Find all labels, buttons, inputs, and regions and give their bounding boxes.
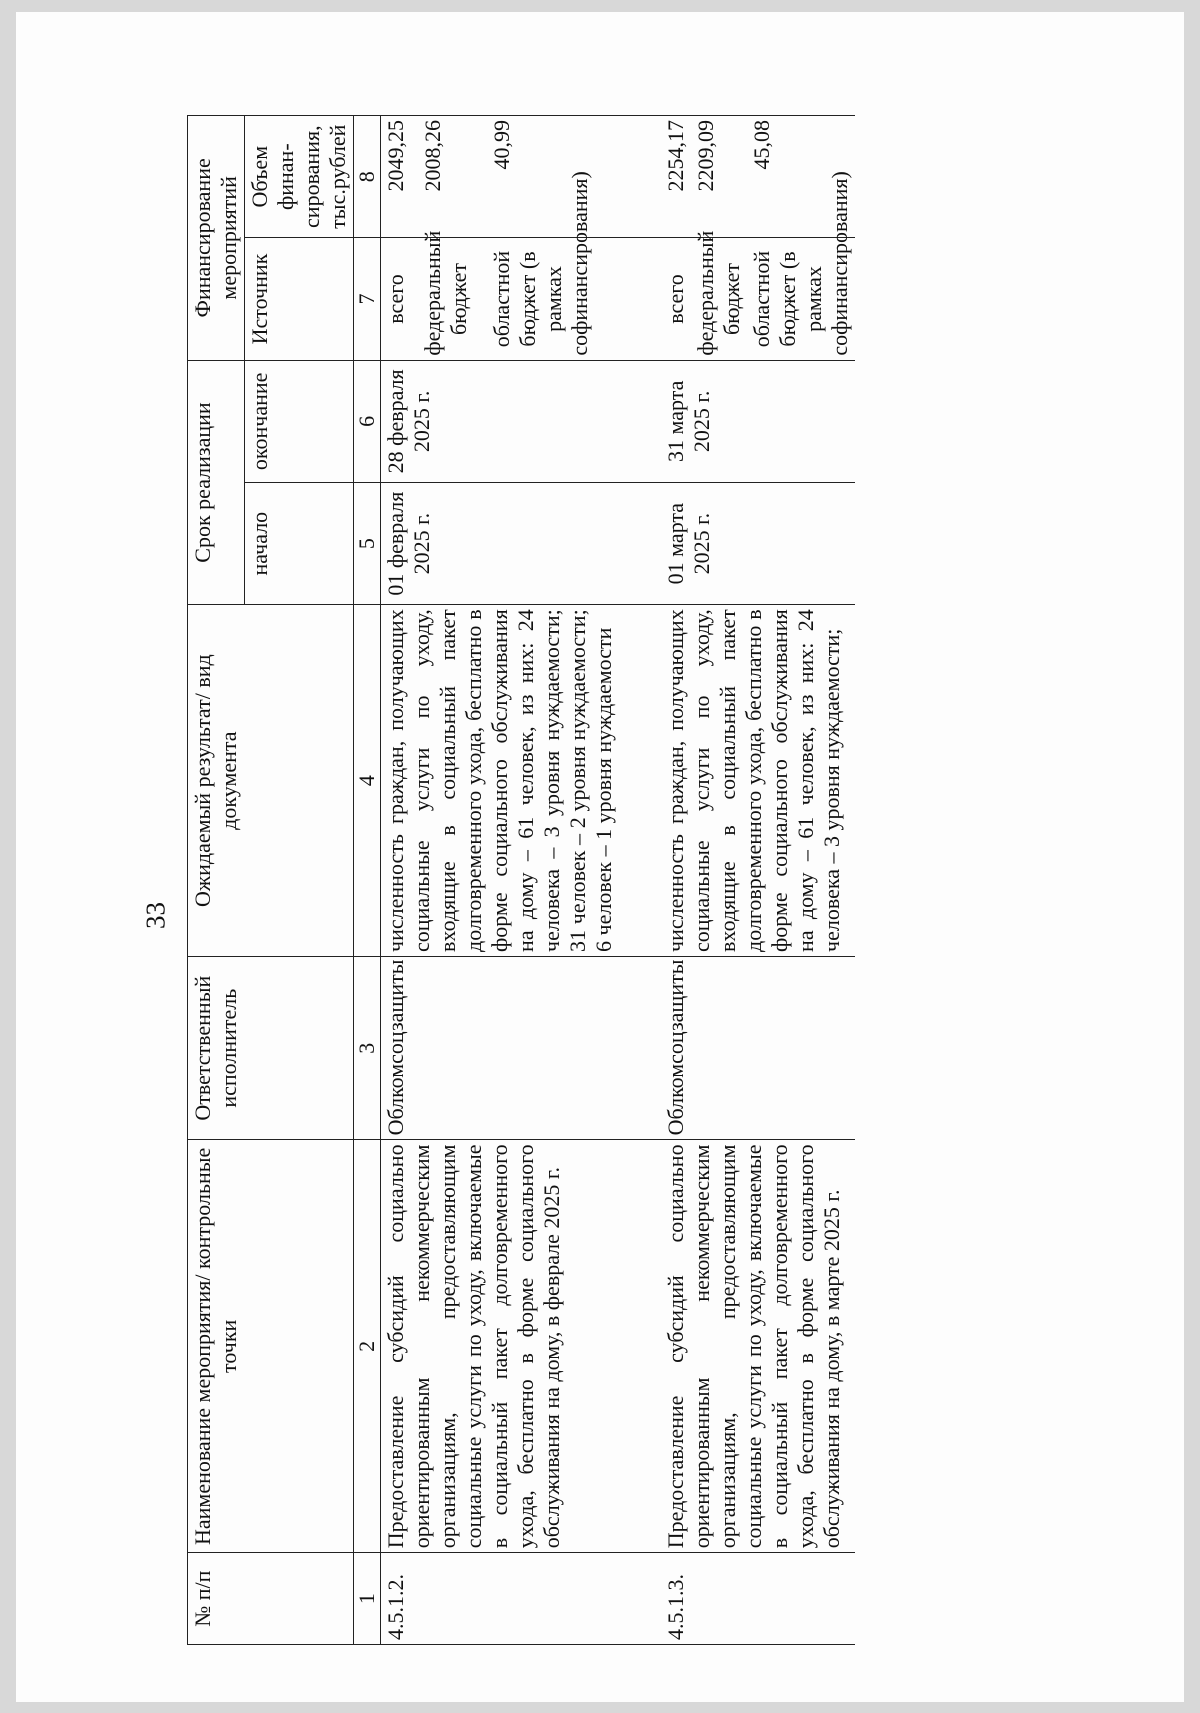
funding-amount: 2049,25 bbox=[381, 116, 418, 238]
header-period: Срок реализации bbox=[188, 360, 245, 605]
rotated-table-container bbox=[187, 115, 1067, 1645]
funding-amount: 45,08 bbox=[747, 116, 855, 238]
end-date: 28 февраля 2025 г. bbox=[381, 360, 620, 482]
schedule-table bbox=[187, 115, 855, 1645]
document-page bbox=[16, 12, 1184, 1702]
funding-amount: 2254,17 bbox=[661, 116, 691, 238]
header-row-1 bbox=[188, 116, 245, 1645]
table-row bbox=[661, 116, 691, 1645]
funding-source: областной бюджет (в рамках софинансирования) bbox=[747, 238, 855, 360]
end-date: 31 марта 2025 г. bbox=[661, 360, 855, 482]
header-num: № п/п bbox=[188, 1553, 354, 1645]
header-start: начало bbox=[245, 482, 354, 604]
start-date: 01 марта 2025 г. bbox=[661, 482, 855, 604]
funding-source: всего bbox=[381, 238, 418, 360]
page-number: 33 bbox=[140, 902, 171, 929]
executor: Облкомсоцзащиты bbox=[661, 956, 855, 1139]
row-number: 4.5.1.3. bbox=[661, 1553, 855, 1645]
header-result: Ожидаемый результат/ вид документа bbox=[188, 605, 354, 957]
header-amount: Объем финан-сирования, тыс.рублей bbox=[245, 116, 354, 238]
column-number: 3 bbox=[354, 956, 381, 1139]
column-number: 7 bbox=[354, 238, 381, 360]
funding-amount: 2008,26 bbox=[418, 116, 487, 238]
header-end: окончание bbox=[245, 360, 354, 482]
funding-source: федеральный бюджет bbox=[418, 238, 487, 360]
header-executor: Ответственный исполнитель bbox=[188, 956, 354, 1139]
row-number: 4.5.1.2. bbox=[381, 1553, 620, 1645]
executor: Облкомсоцзащиты bbox=[381, 956, 620, 1139]
column-number: 2 bbox=[354, 1140, 381, 1553]
row-gap bbox=[619, 116, 661, 1645]
start-date: 01 февраля 2025 г. bbox=[381, 482, 620, 604]
funding-amount: 2209,09 bbox=[691, 116, 747, 238]
column-number: 8 bbox=[354, 116, 381, 238]
header-financing: Финансирование мероприятий bbox=[188, 116, 245, 361]
column-number: 5 bbox=[354, 482, 381, 604]
column-number-row bbox=[354, 116, 381, 1645]
header-source: Источник bbox=[245, 238, 354, 360]
expected-result: численность граждан, получающих социальные услуги по уходу, входящие в социальный пакет долговременного ухода, бесплатно в форме социального обслуживания на дому – 61 человек, из них: 24 человека – 3 уровня нуждаемости; bbox=[661, 605, 855, 957]
funding-amount: 40,99 bbox=[487, 116, 619, 238]
expected-result: численность граждан, получающих социальные услуги по уходу, входящие в социальный пакет долговременного ухода, бесплатно в форме социального обслуживания на дому – 61 человек, из них: 24 человека – 3 уровня нуждаемости; 31 человек – 2 уровня нуждаемости; 6 человек – 1 уровня нуждаемости bbox=[381, 605, 620, 957]
funding-source: всего bbox=[661, 238, 691, 360]
column-number: 1 bbox=[354, 1553, 381, 1645]
activity-name: Предоставление субсидий социально ориентированным некоммерческим организациям, предоставляющим социальные услуги по уходу, включаемые в социальный пакет долговременного ухода, бесплатно в форме социального обслуживания на дому, в марте 2025 г. bbox=[661, 1140, 855, 1553]
activity-name: Предоставление субсидий социально ориентированным некоммерческим организациям, предоставляющим социальные услуги по уходу, включаемые в социальный пакет долговременного ухода, бесплатно в форме социального обслуживания на дому, в феврале 2025 г. bbox=[381, 1140, 620, 1553]
header-name: Наименование мероприятия/ контрольные точки bbox=[188, 1140, 354, 1553]
funding-source: областной бюджет (в рамках софинансирования) bbox=[487, 238, 619, 360]
funding-source: федеральный бюджет bbox=[691, 238, 747, 360]
column-number: 4 bbox=[354, 605, 381, 957]
column-number: 6 bbox=[354, 360, 381, 482]
table-row bbox=[381, 116, 418, 1645]
